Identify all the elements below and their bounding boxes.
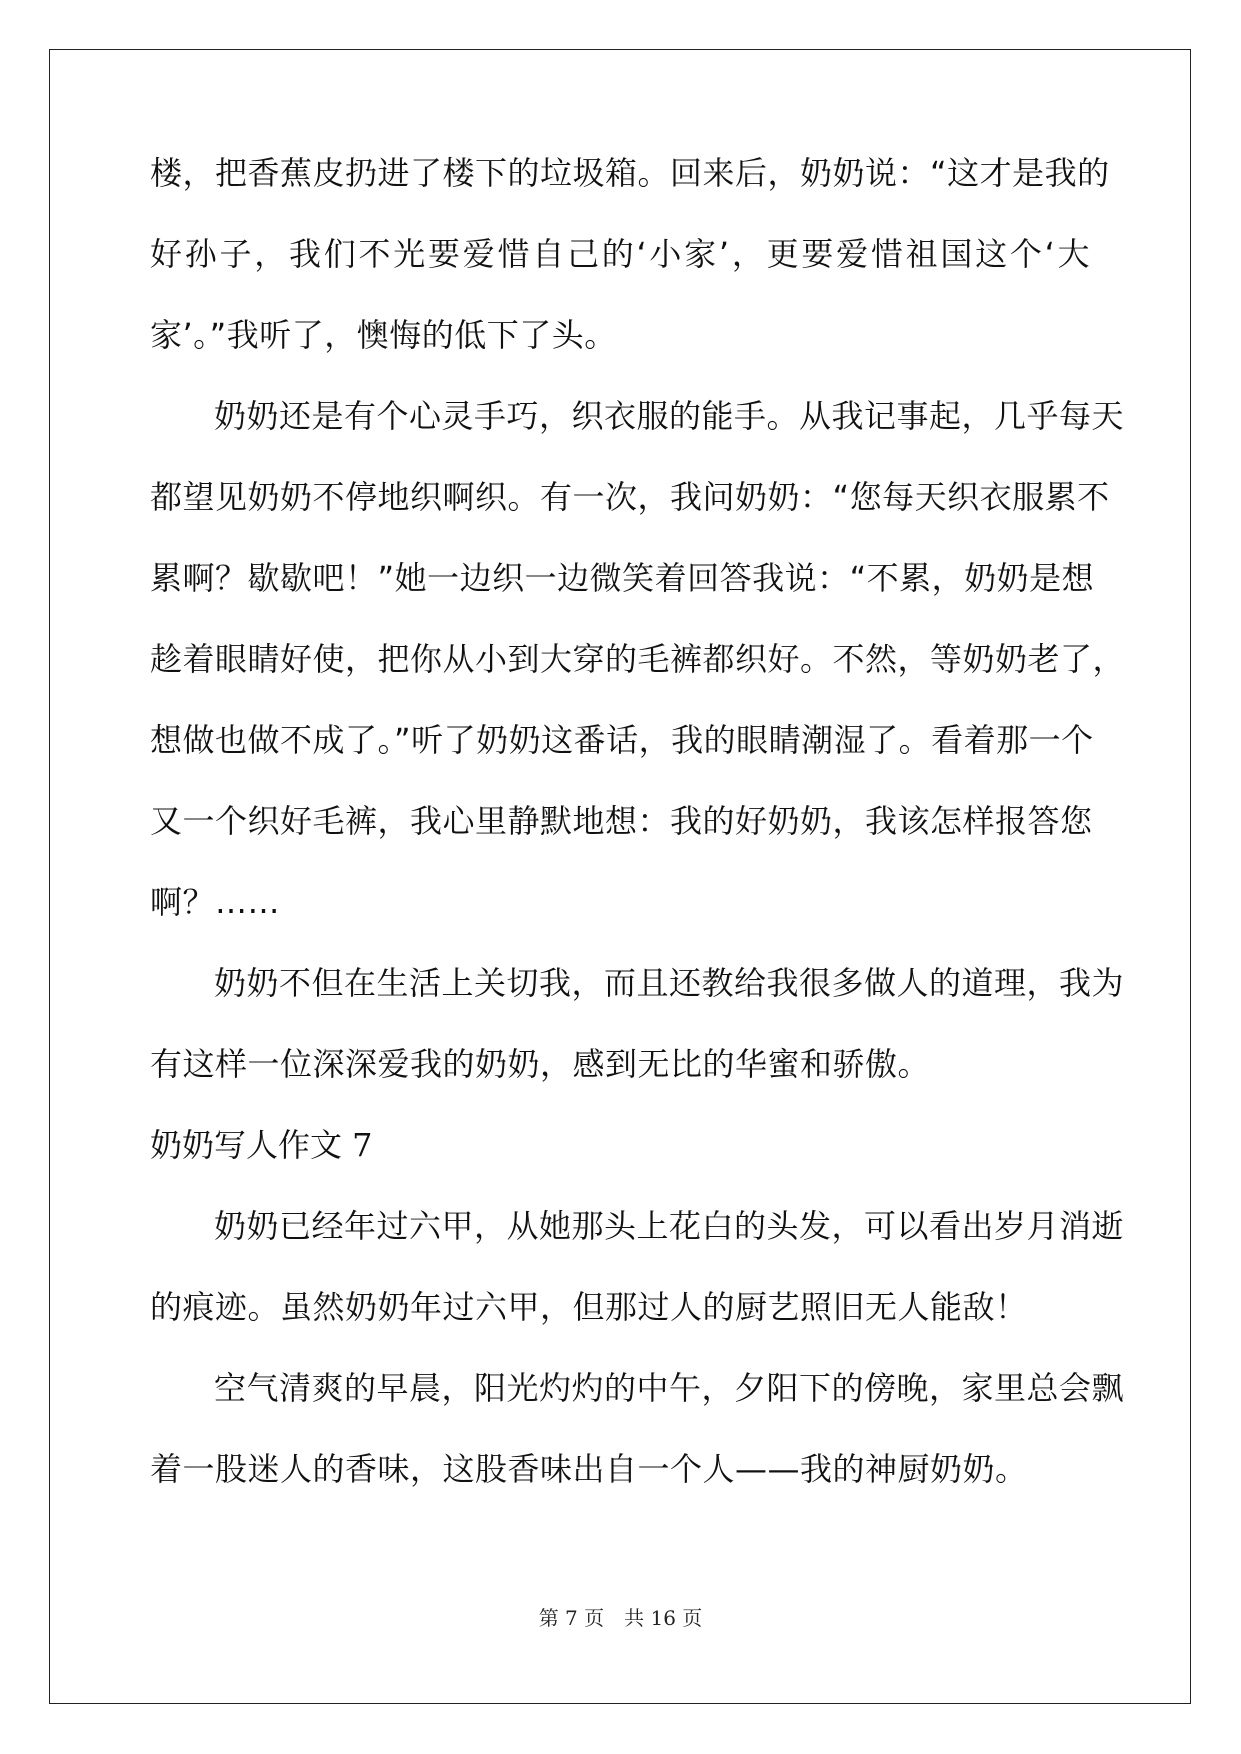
text-line: 着一股迷人的香味，这股香味出自一个人——我的神厨奶奶。 bbox=[150, 1450, 1028, 1488]
text-line: 楼，把香蕉皮扔进了楼下的垃圾箱。回来后，奶奶说：“这才是我的 bbox=[150, 154, 1110, 192]
text-line: 空气清爽的早晨，阳光灼灼的中午，夕阳下的傍晚，家里总会飘 bbox=[214, 1369, 1125, 1407]
text-line: 都望见奶奶不停地织啊织。有一次，我问奶奶：“您每天织衣服累不 bbox=[150, 478, 1110, 516]
text-line: 的痕迹。虽然奶奶年过六甲，但那过人的厨艺照旧无人能敌！ bbox=[150, 1288, 1028, 1326]
document-body bbox=[150, 153, 1126, 1530]
text-line: 想做也做不成了。”听了奶奶这番话，我的眼睛潮湿了。看着那一个 bbox=[150, 721, 1094, 759]
text-line: 奶奶已经年过六甲，从她那头上花白的头发，可以看出岁月消逝 bbox=[214, 1207, 1125, 1245]
page-number: 第 7 页 bbox=[538, 1606, 605, 1630]
text-line: 奶奶还是有个心灵手巧，织衣服的能手。从我记事起，几乎每天 bbox=[214, 397, 1125, 435]
page-footer bbox=[0, 1602, 1241, 1631]
text-line: 家’。”我听了，懊悔的低下了头。 bbox=[150, 316, 617, 354]
text-line: 啊？…… bbox=[150, 883, 281, 921]
page-total: 共 16 页 bbox=[624, 1606, 703, 1630]
text-line: 趁着眼睛好使，把你从小到大穿的毛裤都织好。不然，等奶奶老了， bbox=[150, 640, 1126, 678]
text-line: 累啊？歇歇吧！”她一边织一边微笑着回答我说：“不累，奶奶是想 bbox=[150, 559, 1095, 597]
text-line: 奶奶不但在生活上关切我，而且还教给我很多做人的道理，我为 bbox=[214, 964, 1125, 1002]
text-line: 又一个织好毛裤，我心里静默地想：我的好奶奶，我该怎样报答您 bbox=[150, 802, 1093, 840]
text-line: 有这样一位深深爱我的奶奶，感到无比的华蜜和骄傲。 bbox=[150, 1045, 931, 1083]
text-line: 好孙子，我们不光要爱惜自己的‘小家’，更要爱惜祖国这个‘大 bbox=[150, 235, 1090, 273]
section-heading: 奶奶写人作文 7 bbox=[150, 1126, 373, 1164]
